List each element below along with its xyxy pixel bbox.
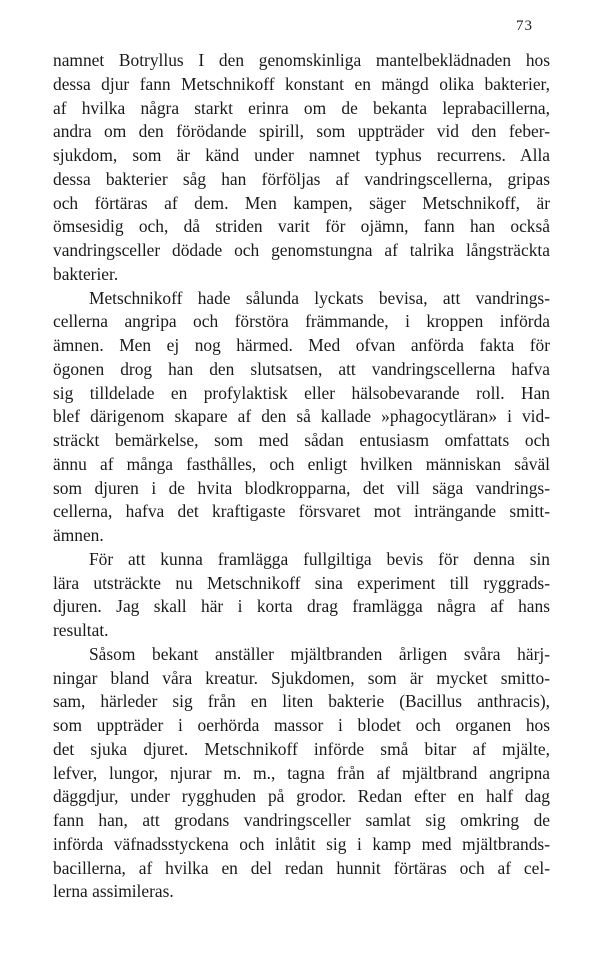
text-line: ämnen. Men ej nog härmed. Med ofvan anförda fakta för (53, 335, 550, 355)
text-line: vandringsceller dödade och genomstungna af talrika långsträckta (53, 240, 550, 260)
paragraph (53, 548, 550, 643)
text-line: resultat. (53, 620, 109, 640)
body-text (53, 49, 550, 904)
page-number: 73 (516, 18, 533, 34)
text-line: lära utsträckte nu Metschnikoff sina experiment till ryggrads- (53, 572, 550, 593)
text-line: bacillerna, af hvilka en del redan hunnit förtäras och af cel- (53, 857, 550, 878)
text-line: cellerna, hafva det kraftigaste försvaret mot inträngande smitt- (53, 501, 550, 522)
text-line: cellerna angripa och förstöra främmande, i kroppen införda (53, 311, 550, 332)
paragraph (53, 643, 550, 904)
text-line: ögonen drog han den slutsatsen, att vandringscellerna hafva (53, 358, 550, 379)
text-line: däggdjur, under rygghuden på grodor. Redan efter en half dag (53, 786, 550, 807)
text-line: bakterier. (53, 263, 119, 284)
text-line: lefver, lungor, njurar m. m., tagna från af mjältbrand angripna (53, 762, 550, 783)
text-line: det sjuka djuret. Metschnikoff införde små bitar af mjälte, (53, 738, 550, 759)
text-line: Metschnikoff hade sålunda lyckats bevisa, att vandrings- (89, 287, 550, 308)
text-line: lerna assimileras. (53, 881, 174, 902)
text-line: ämnen. (53, 525, 104, 545)
text-line: djuren. Jag skall här i korta drag framlägga några af hans (53, 596, 550, 617)
text-line: ningar bland våra kreatur. Sjukdomen, som är mycket smitto- (53, 667, 550, 688)
text-line: af hvilka några starkt erinra om de bekanta leprabacillerna, (53, 97, 550, 118)
text-line: namnet Botryllus I den genomskinliga mantelbeklädnaden hos (53, 50, 550, 70)
text-line: blef därigenom skapare af den så kallade »phagocytläran» i vid- (53, 406, 550, 427)
text-line: För att kunna framlägga fullgiltiga bevis för denna sin (89, 548, 550, 569)
text-line: införda väfnadsstyckena och inlåtit sig i kamp med mjältbrands- (53, 833, 550, 854)
text-line: som djuren i de hvita blodkropparna, det vill säga vandrings- (53, 477, 550, 498)
text-line: dessa djur fann Metschnikoff konstant en mängd olika bakterier, (53, 73, 550, 94)
text-line: fann han, att grodans vandringsceller samlat sig omkring de (53, 810, 550, 830)
text-line: sträckt bemärkelse, som med sådan entusiasm omfattats och (53, 430, 550, 450)
text-line: och förtäras af dem. Men kampen, säger Metschnikoff, är (53, 192, 550, 213)
text-line: dessa bakterier såg han förföljas af vandringscellerna, gripas (53, 168, 550, 189)
text-line: som uppträder i oerhörda massor i blodet och organen hos (53, 715, 550, 735)
text-line: Såsom bekant anställer mjältbranden årligen svåra härj- (89, 643, 550, 664)
text-line: sig tilldelade en profylaktisk eller hälsobevarande roll. Han (53, 382, 550, 403)
paragraph (53, 287, 550, 548)
text-line: andra om den förödande spirill, som uppträder vid den feber- (53, 121, 550, 142)
text-line: sam, härleder sig från en liten bakterie (Bacillus anthracis), (53, 691, 550, 712)
text-line: ömsesidig och, då striden varit för ojämn, fann han också (53, 216, 550, 237)
text-line: ännu af många fasthålles, och enligt hvilken människan såväl (53, 453, 550, 474)
paragraph (53, 49, 550, 287)
text-line: sjukdom, som är känd under namnet typhus recurrens. Alla (53, 145, 550, 165)
